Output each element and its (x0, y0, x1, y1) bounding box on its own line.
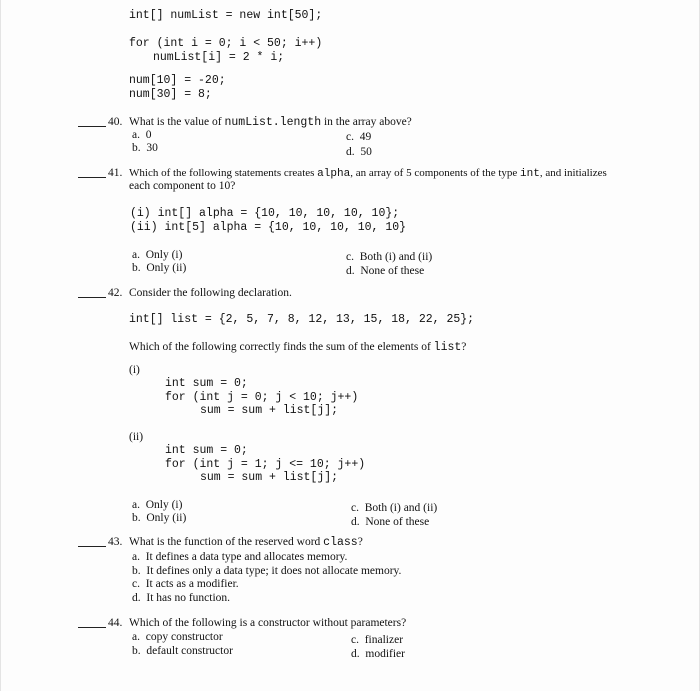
code-line: int sum = 0; (165, 444, 248, 457)
code-line: int[] numList = new int[50]; (129, 9, 323, 22)
answer-blank (78, 126, 106, 127)
answer-blank (78, 177, 106, 178)
code-line: sum = sum + list[j]; (200, 471, 339, 484)
option-d: d. It has no function. (132, 592, 231, 604)
question-stem-continued: each component to 10? (129, 180, 236, 192)
option-c: c. Both (i) and (ii) (346, 251, 433, 263)
answer-blank (78, 546, 106, 547)
option-a: a. 0 (132, 129, 152, 141)
code-line: for (int i = 0; i < 50; i++) (129, 37, 323, 50)
question-number: 41. (108, 167, 123, 179)
option-c: c. finalizer (351, 634, 404, 646)
question-stem: Which of the following is a constructor without parameters? (129, 617, 407, 629)
option-b: b. It defines only a data type; it does not allocate memory. (132, 565, 402, 577)
code-line: for (int j = 0; j < 10; j++) (165, 391, 359, 404)
option-d: d. None of these (351, 516, 430, 528)
question-stem: What is the value of numList.length in the array above? (129, 116, 412, 129)
question-number: 42. (108, 287, 123, 299)
option-d: d. 50 (346, 146, 372, 158)
option-d: d. modifier (351, 648, 405, 660)
question-ask: Which of the following correctly finds the sum of the elements of list? (129, 341, 467, 354)
segment-label-ii: (ii) (129, 431, 144, 443)
option-c: c. It acts as a modifier. (132, 578, 239, 590)
code-line: for (int j = 1; j <= 10; j++) (165, 458, 366, 471)
option-c: c. Both (i) and (ii) (351, 502, 438, 514)
option-d: d. None of these (346, 265, 425, 277)
segment-label-i: (i) (129, 364, 140, 376)
answer-blank (78, 627, 106, 628)
option-b: b. Only (ii) (132, 512, 187, 524)
option-a: a. Only (i) (132, 499, 183, 511)
statement-i: (i) int[] alpha = {10, 10, 10, 10, 10}; (130, 207, 400, 220)
option-b: b. Only (ii) (132, 262, 187, 274)
declaration-code: int[] list = {2, 5, 7, 8, 12, 13, 15, 18, 22, 25}; (129, 313, 475, 326)
question-stem: Consider the following declaration. (129, 287, 292, 299)
code-line: numList[i] = 2 * i; (153, 51, 285, 64)
option-a: a. It defines a data type and allocates memory. (132, 551, 348, 563)
code-line: int sum = 0; (165, 377, 248, 390)
question-number: 40. (108, 116, 123, 128)
question-number: 43. (108, 536, 123, 548)
option-b: b. 30 (132, 142, 158, 154)
code-line: sum = sum + list[j]; (200, 404, 339, 417)
question-number: 44. (108, 617, 123, 629)
question-stem: What is the function of the reserved word class? (129, 536, 363, 549)
option-a: a. Only (i) (132, 249, 183, 261)
code-line: num[30] = 8; (129, 88, 212, 101)
option-a: a. copy constructor (132, 631, 223, 643)
code-line: num[10] = -20; (129, 74, 226, 87)
statement-ii: (ii) int[5] alpha = {10, 10, 10, 10, 10} (130, 221, 407, 234)
question-stem: Which of the following statements creates alpha, an array of 5 components of the type int, and initializes (129, 167, 607, 180)
option-b: b. default constructor (132, 645, 233, 657)
option-c: c. 49 (346, 131, 372, 143)
answer-blank (78, 297, 106, 298)
